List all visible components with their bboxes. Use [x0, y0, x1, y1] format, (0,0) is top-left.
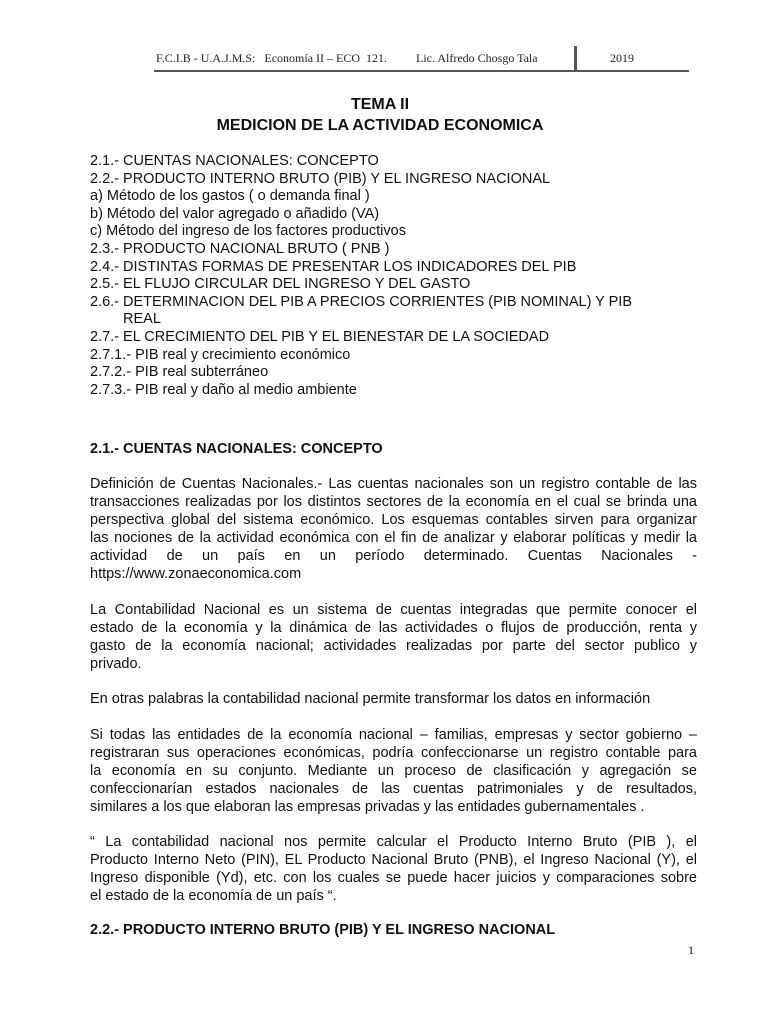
text-line: transacciones realizadas por los distintos sectores de la economía en el cual se brinda una	[90, 494, 697, 510]
toc-item: 2.5.- EL FLUJO CIRCULAR DEL INGRESO Y DEL GASTO	[90, 276, 471, 293]
text-line: gasto de la economía nacional; actividades realizadas por parte del sector publico y	[90, 638, 697, 654]
page-number: 1	[688, 943, 694, 957]
toc-item: 2.3.- PRODUCTO NACIONAL BRUTO ( PNB )	[90, 240, 390, 257]
toc-item: 2.7.3.- PIB real y daño al medio ambiente	[90, 381, 357, 398]
text-line: confeccionarían estados nacionales de las cuentas patrimoniales y de resultados,	[90, 781, 697, 797]
toc-item: 2.4.- DISTINTAS FORMAS DE PRESENTAR LOS INDICADORES DEL PIB	[90, 258, 577, 275]
paragraph-quote	[90, 833, 697, 905]
text-line: la economía en su conjunto. Mediante un proceso de clasificación y agregación se	[90, 763, 697, 779]
text-line: Producto Interno Neto (PIN), EL Producto Nacional Bruto (PNB), el Ingreso Nacional (Y), el	[90, 852, 697, 868]
header-divider	[574, 46, 577, 72]
text-line: perspectiva global del sistema económico. Los esquemas contables sirven para organizar	[90, 512, 697, 528]
document-title: TEMA II	[350, 96, 410, 113]
text-line: En otras palabras la contabilidad nacional permite transformar los datos en información	[90, 691, 651, 707]
section-heading: 2.1.- CUENTAS NACIONALES: CONCEPTO	[90, 441, 383, 457]
text-line: similares a los que elaboran las empresas privadas y las entidades gubernamentales .	[90, 799, 645, 815]
toc-item: 2.7.- EL CRECIMIENTO DEL PIB Y EL BIENESTAR DE LA SOCIEDAD	[90, 328, 550, 345]
document-subtitle: MEDICION DE LA ACTIVIDAD ECONOMICA	[216, 117, 544, 134]
toc-item: 2.2.- PRODUCTO INTERNO BRUTO (PIB) Y EL INGRESO NACIONAL	[90, 170, 551, 187]
text-line: privado.	[90, 656, 142, 672]
text-line: estado de la economía y la dinámica de las actividades o flujos de producción, renta y	[90, 620, 697, 636]
text-line: Si todas las entidades de la economía nacional – familias, empresas y sector gobierno –	[90, 727, 697, 743]
paragraph-definition	[90, 475, 697, 583]
page-header	[154, 46, 689, 72]
paragraph-otras-palabras	[90, 690, 697, 708]
paragraph-contabilidad	[90, 601, 697, 673]
text-line: las nociones de la actividad económica con el fin de analizar y elaborar políticas y medir la	[90, 530, 697, 546]
toc-item: c) Método del ingreso de los factores productivos	[90, 223, 406, 240]
text-line: “ La contabilidad nacional nos permite calcular el Producto Interno Bruto (PIB ), el	[90, 834, 697, 850]
paragraph-entidades	[90, 726, 697, 816]
section-heading: 2.2.- PRODUCTO INTERNO BRUTO (PIB) Y EL INGRESO NACIONAL	[90, 922, 556, 938]
text-line: Ingreso disponible (Yd), etc. con los cuales se puede hacer juicios y comparaciones sobre	[90, 870, 697, 886]
toc-item: 2.7.2.- PIB real subterráneo	[90, 364, 269, 381]
header-rule	[154, 70, 689, 72]
toc-item: b) Método del valor agregado o añadido (VA)	[90, 205, 380, 222]
toc-item: 2.6.- DETERMINACION DEL PIB A PRECIOS CORRIENTES (PIB NOMINAL) Y PIB	[90, 293, 632, 310]
text-line: el estado de la economía de un país “.	[90, 888, 337, 904]
text-line: Definición de Cuentas Nacionales.- Las cuentas nacionales son un registro contable de las	[90, 476, 697, 492]
table-of-contents	[90, 153, 680, 399]
header-year: 2019	[610, 51, 634, 65]
text-line: La Contabilidad Nacional es un sistema de cuentas integradas que permite conocer el	[90, 602, 697, 618]
text-line: https://www.zonaeconomica.com	[90, 566, 302, 582]
toc-item: REAL	[123, 311, 161, 328]
toc-item: 2.1.- CUENTAS NACIONALES: CONCEPTO	[90, 153, 379, 169]
text-line: actividad de un país en un período determinado. Cuentas Nacionales -	[90, 548, 697, 564]
text-line: registraran sus operaciones económicas, podría confeccionarse un registro contable para	[90, 745, 697, 761]
header-course: F.C.I.B - U.A.J.M.S: Economía II – ECO 121.	[156, 51, 388, 65]
toc-item: a) Método de los gastos ( o demanda final )	[90, 188, 370, 205]
header-author: Lic. Alfredo Chosgo Tala	[416, 51, 538, 65]
toc-item: 2.7.1.- PIB real y crecimiento económico	[90, 346, 351, 363]
